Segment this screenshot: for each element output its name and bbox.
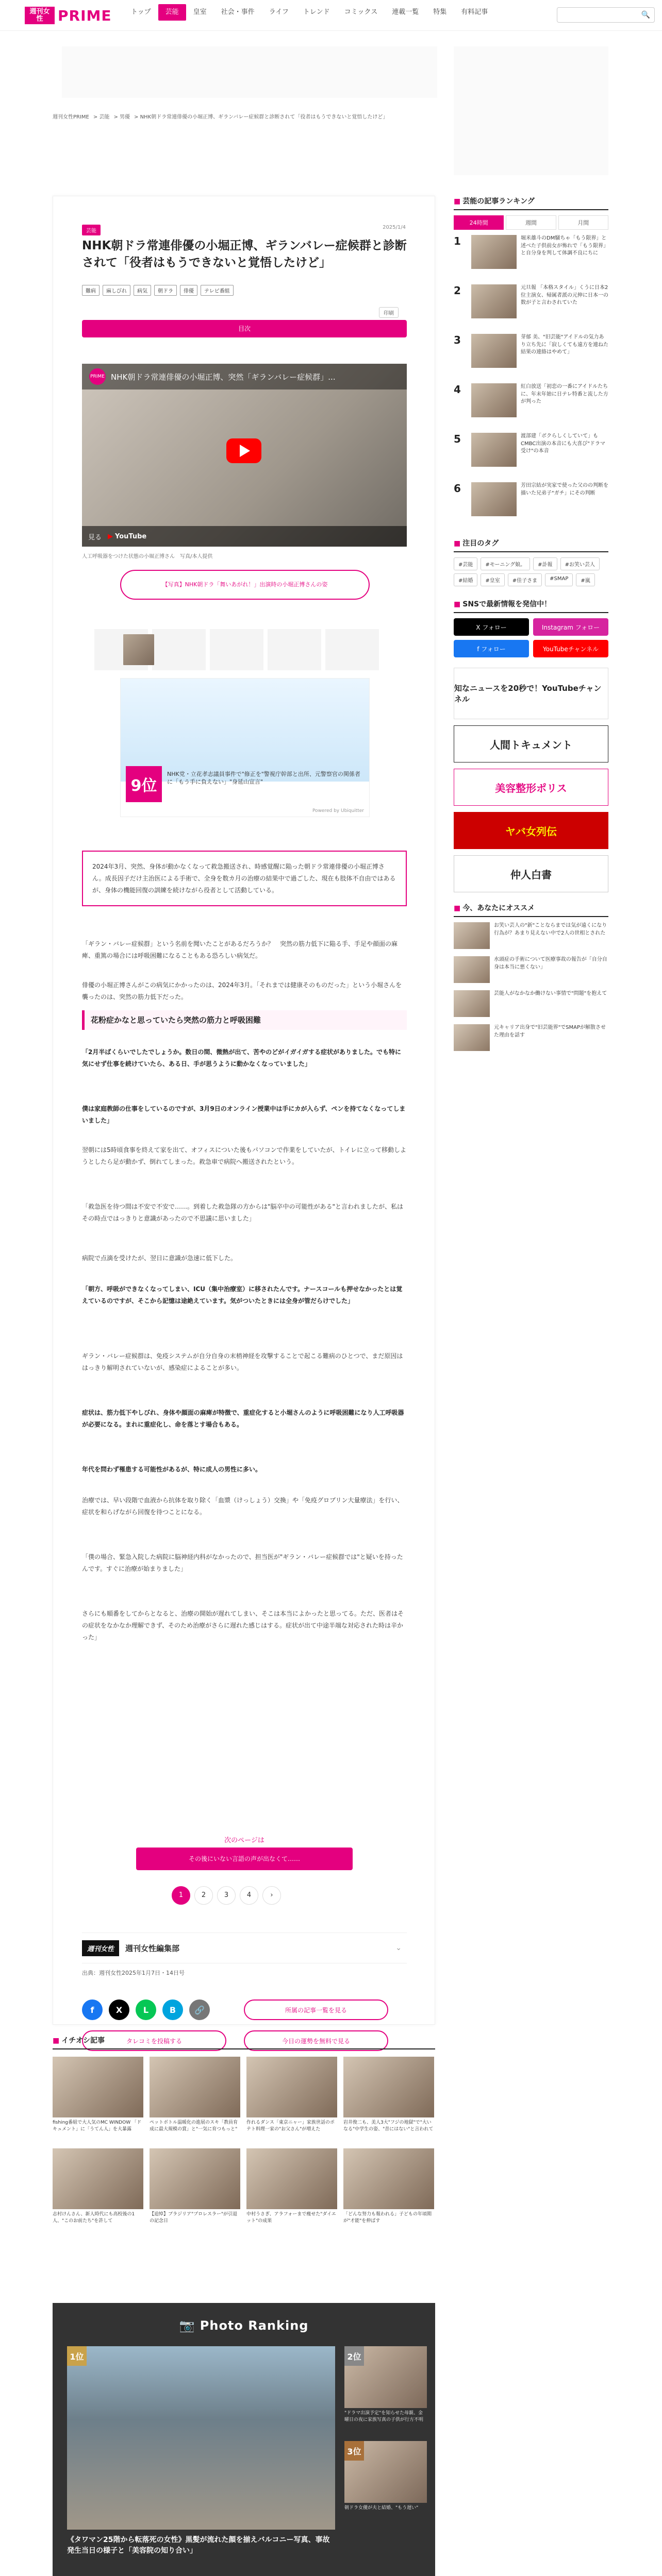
ranking-thumbnail: [471, 433, 517, 467]
body-paragraph: 年代を問わず罹患する可能性があるが、特に成人の男性に多い。: [82, 1466, 262, 1473]
page-1[interactable]: 1: [172, 1886, 190, 1905]
promo-rank-badge: 9位: [126, 766, 162, 802]
sns-row: [454, 640, 608, 657]
body-paragraph: 「ギラン・バレー症候群」という名前を聞いたことがあるだろうか？ 突然の筋力低下に陥る手、手足や顔面の麻痺、重篤の場合には呼吸困難になることもある恐ろしい病気だ。: [82, 940, 398, 959]
nav-item-society[interactable]: 社会・事件: [221, 8, 255, 16]
recommend-thumbnail: [454, 956, 490, 983]
tab-monthly[interactable]: 月間: [558, 215, 608, 230]
popular-tag[interactable]: #SMAP: [545, 573, 573, 586]
page-next[interactable]: ›: [262, 1886, 281, 1905]
pickup-item[interactable]: [343, 2148, 434, 2234]
popular-tag[interactable]: #モーニング娘。: [481, 557, 530, 570]
pickup-item[interactable]: [53, 2057, 143, 2142]
sns-row: [454, 618, 608, 636]
recommend-text[interactable]: お笑い芸人の"新"ことならまでは気が遠くになり行為が？あまり見えない中で2人の世相とされた: [494, 923, 607, 936]
breadcrumb-current: NHK朝ドラ常連俳優の小堀正博、ギランバレー症候群と診断されて「役者はもうできないと覚悟したけど」: [140, 114, 388, 120]
x-icon[interactable]: X: [109, 1999, 129, 2020]
rank-number: 5: [454, 433, 461, 445]
body-paragraph: ギラン・バレー症候群は、免疫システムが自分自身の末梢神経を攻撃することで起こる難病のひとつで、まだ原因ははっきり解明されていないが、感染症によることが多い。: [82, 1352, 403, 1371]
rank-badge: 2位: [344, 2346, 364, 2366]
author-name[interactable]: 週刊女性編集部: [125, 1943, 180, 1953]
camera-icon: 📷: [179, 2318, 200, 2333]
channel-avatar[interactable]: PRIME: [89, 368, 106, 385]
ranking-item[interactable]: [454, 383, 608, 429]
logo-text: PRIME: [58, 7, 112, 24]
video-title[interactable]: NHK朝ドラ常連俳優の小堀正博、突然「ギランバレー症候群」...: [111, 372, 336, 382]
tab-24h[interactable]: 24時間: [454, 215, 504, 230]
photo-thumbnails: [94, 629, 379, 670]
chevron-down-icon[interactable]: ⌄: [395, 1944, 402, 1952]
body-paragraph: 病院で点滴を受けたが、翌日に意識が急速に低下した。: [82, 1255, 237, 1262]
article-tags: [82, 285, 234, 296]
ranking-thumbnail: [471, 235, 517, 269]
pickup-text[interactable]: fishing番組で大人気のMC WINDOW 「ドキュメント」に「うてん人」を大暴露: [53, 2120, 141, 2132]
ranking-item[interactable]: [454, 284, 608, 330]
body-paragraph: さらにも順番をしてからとなると、治療の開始が遅れてしまい、そこは本当によかったと思ってる。ただ、医者はその症状をなかなか理解できず、そのため治療がさらに遅れた感じはする。症状が出て中途半端な対応された時は辛かった」: [82, 1610, 404, 1641]
related-photo-link[interactable]: 【写真】NHK朝ドラ「舞いあがれ！」出演時の小堀正博さんの姿: [120, 570, 370, 600]
author-box[interactable]: [82, 1933, 407, 1963]
recommend-item[interactable]: [454, 956, 608, 983]
global-nav: [124, 4, 495, 21]
video-embed[interactable]: [82, 364, 407, 547]
ranking-title-text[interactable]: 紅白放送「初恋の一番にアイドルたちに、年末年始に日テレ特番と流した方が判った: [521, 384, 608, 404]
pickup-thumbnail: [53, 2148, 143, 2209]
ranking-title-text[interactable]: 堀米雄斗のDM騒ちゃ「もう限界」と述べた子供前女が怖れで「もう限界」と自分身を判して体調不良にちに: [521, 235, 608, 256]
body-quote: 「2月半ばくらいでしたでしょうか。数日の間、微熱が出て、苦やのどがイガイガする症状がありました。でも特に気にせず仕事を続けていたら、ある日、手が思うように動かなくなっていました」: [82, 1048, 402, 1067]
ranking-item[interactable]: [454, 235, 608, 280]
video-header: [82, 364, 407, 389]
pickup-grid: [53, 2057, 435, 2234]
nav-item-entertainment[interactable]: 芸能: [158, 4, 186, 21]
recommend-text[interactable]: 芸能人がなかなか働けない事情で"問題"を抱えて: [494, 991, 607, 996]
rank-number: 1: [454, 235, 461, 247]
body-paragraph: 症状は、筋力低下やしびれ、身体や顔面の麻痺が特徴で、重症化すると小堀さんのように呼吸困難になり人工呼吸器が必要になる。まれに重症化し、命を落とす場合もある。: [82, 1409, 404, 1428]
photo-sub-text[interactable]: 朝ドラ女優が夫と結婚、"もう遅い": [344, 2505, 419, 2511]
nav-item-special[interactable]: 特集: [433, 8, 447, 16]
recommend-thumbnail: [454, 1024, 490, 1051]
sidebar: [454, 196, 608, 1058]
next-page-label: 次のページは: [224, 1837, 264, 1844]
nav-item-series[interactable]: 連載一覧: [392, 8, 419, 16]
pickup-item[interactable]: [246, 2148, 337, 2234]
recommend-text[interactable]: 水頭症の手術について医療事故の報告が「自分自身は本当に悪くない」: [494, 957, 607, 970]
pagination: [172, 1886, 281, 1905]
body-quote: 「朝方、呼吸ができなくなってしまい、ICU（集中治療室）に移されたんです。ナースコールも押せなかったとは覚えているのですが、そこから記憶は途絶えています。気がついたときには全身が管だらけでした」: [82, 1285, 403, 1304]
promo-ranking-widget[interactable]: [120, 678, 370, 817]
ranking-title-text[interactable]: 芳田宗結が実家で使った父のの判断を描いた兄弟子"ガチ」にその判断: [521, 483, 608, 496]
recommend-thumbnail: [454, 990, 490, 1017]
search-icon[interactable]: 🔍: [641, 11, 650, 19]
body-quote: 僕は家庭教師の仕事をしているのですが、3月9日のオンライン授業中は手にカが入らず、ペンを持てなくなってしまいました」: [82, 1105, 406, 1124]
popular-tag[interactable]: #結婚: [454, 573, 477, 586]
ranking-thumbnail: [471, 482, 517, 516]
banner-yaba[interactable]: ヤバ女列伝: [454, 812, 608, 849]
body-paragraph: 俳優の小堀正博さんがこの病気にかかったのは、2024年3月。「それまでは健康そのものだった」という小堀さんを襲ったのは、突然の筋力低下だった。: [82, 981, 402, 1001]
pickup-text[interactable]: 岩井俊二も、美人3大"フジの地獄"で"大いなる"中学生の姿、"昔にはない"と言われて: [343, 2120, 434, 2132]
breadcrumb-home[interactable]: 週刊女性PRIME: [53, 114, 89, 120]
ranking-thumbnail: [471, 334, 517, 368]
publish-date: 2025/1/4: [383, 225, 406, 230]
link-copy-icon[interactable]: 🔗: [189, 1999, 210, 2020]
page-4[interactable]: 4: [240, 1886, 258, 1905]
nav-item-paid[interactable]: 有料記事: [461, 8, 488, 16]
ranking-item[interactable]: [454, 482, 608, 528]
pickup-text[interactable]: 作れるダンス「東京ニャー」家族世話のポテト料理一家の"お父さん"が増えた: [246, 2120, 335, 2132]
breadcrumb-section[interactable]: 芸能: [99, 114, 110, 120]
rank-badge: 1位: [67, 2346, 87, 2366]
pickup-item[interactable]: [150, 2148, 240, 2234]
search-box[interactable]: [557, 7, 655, 23]
pickup-text[interactable]: 中村うさぎ、アラフォーまで痩せた"ダイエット"の成果: [246, 2212, 336, 2224]
breadcrumb: 週刊女性PRIME > 芸能 > 男優 > NHK朝ドラ常連俳優の小堀正博、ギランバレー症候群と診断されて「役者はもうできないと覚悟したけど」: [53, 114, 388, 120]
ranking-title-text[interactable]: 渡部建「ボクらしくしていて」もCMBC出演の本音にも大喜び"ドラマ受け"の本音: [521, 433, 605, 454]
tip-submit-button[interactable]: タレコミを投稿する: [82, 2030, 226, 2051]
tag-chip[interactable]: 難病: [82, 285, 100, 296]
recommend-item[interactable]: [454, 1024, 608, 1051]
pickup-thumbnail: [343, 2057, 434, 2117]
popular-tag[interactable]: #芸能: [454, 557, 477, 570]
nav-item-imperial[interactable]: 皇室: [193, 8, 207, 16]
rank-number: 2: [454, 284, 461, 297]
article-lead: 2024年3月、突然、身体が動かなくなって救急搬送され、時感覚醒に陥った朝ドラ常連俳優の小堀正博さん。成長因子だけ主治医による手術で、全身を数カ月の治療の結果中で過ごした、現在も肢体不自由ではあるが、身体の機能回復の訓練を続けながら役者として活動している。: [82, 851, 407, 906]
sns-title: ■ SNSで最新情報を発信中！: [454, 599, 608, 613]
tab-weekly[interactable]: 週間: [506, 215, 556, 230]
breadcrumb-category[interactable]: 男優: [120, 114, 130, 120]
body-paragraph: 「救急医を待つ間は不安で不安で……。到着した救急隊の方からは"脳卒中の可能性がある"と言われましたが、私はその時点ではっきりと意識があったので不思議に思いました」: [82, 1203, 404, 1222]
body-paragraph: 治療では、早い段階で血液から抗体を取り除く「血漿（けっしょう）交換」や「免疫グロブリン大量療法」を行い、症状を和らげながら回復を待つことになる。: [82, 1497, 404, 1516]
pickup-thumbnail: [246, 2057, 337, 2117]
ad-slot-top: [62, 46, 437, 98]
pickup-item[interactable]: [150, 2057, 240, 2142]
nav-item-life[interactable]: ライフ: [269, 8, 289, 16]
pickup-thumbnail: [343, 2148, 434, 2209]
banner-documentary[interactable]: 人間トキュメント: [454, 725, 608, 762]
recommend-text[interactable]: 元キャリア出身で"旧芸能界"でSMAPが解散させた理由を話す: [494, 1025, 606, 1038]
page-2[interactable]: 2: [194, 1886, 213, 1905]
article-title: NHK朝ドラ常連俳優の小堀正博、ギランバレー症候群と診断されて「役者はもうできないと覚悟したけど」: [82, 239, 407, 270]
tag-chip[interactable]: テレビ番組: [201, 285, 234, 296]
rank-number: 4: [454, 383, 461, 396]
recommend-item[interactable]: [454, 922, 608, 949]
pickup-item[interactable]: [53, 2148, 143, 2234]
ad-slot-side: [454, 46, 608, 175]
ranking-thumbnail: [471, 383, 517, 417]
popular-tag[interactable]: #嵐: [576, 573, 594, 586]
tag-chip[interactable]: 麻しびれ: [103, 285, 130, 296]
share-bar: [82, 1999, 210, 2020]
photo-thumbnail[interactable]: [210, 629, 263, 670]
promo-headline[interactable]: NHK党・立花孝志議員事件で"修正を"警視庁幹部と出所、元警察官の関係者に「もう手に負えない」"身延山宣言": [167, 771, 360, 786]
promo-powered-by: Powered by Ubiquitter: [312, 808, 364, 814]
photo-main-title[interactable]: 《タワマン25階から転落死の女性》黒髪が流れた顔を揃えバルコニー写真、事故発生当日の様子と「美容院の知り合い」: [67, 2536, 330, 2555]
ranking-thumbnail: [471, 284, 517, 318]
site-header: [0, 0, 662, 31]
tag-chip[interactable]: 朝ドラ: [154, 285, 177, 296]
pickup-thumbnail: [53, 2057, 143, 2117]
youtube-logo-icon[interactable]: ▶ YouTube: [108, 533, 146, 540]
author-logo: 週刊女性: [82, 1940, 119, 1956]
nav-item-trend[interactable]: トレンド: [303, 8, 330, 16]
next-page-block: [82, 1835, 407, 1870]
pickup-thumbnail: [150, 2148, 240, 2209]
photo-caption: 人工呼吸器をつけた状態の小堀正博さん 写真/本人提供: [82, 554, 213, 560]
facebook-follow-button[interactable]: f フォロー: [454, 640, 529, 657]
tags-title: ■ 注目のタグ: [454, 538, 608, 552]
pickup-thumbnail: [246, 2148, 337, 2209]
photo-ranking-section: [53, 2303, 435, 2576]
photo-thumbnail[interactable]: [268, 629, 321, 670]
rank-number: 6: [454, 482, 461, 495]
author-articles-button[interactable]: 所属の記事一覧を見る: [244, 1999, 388, 2020]
fortune-button[interactable]: 今日の運勢を無料で見る: [244, 2030, 388, 2051]
page-3[interactable]: 3: [217, 1886, 236, 1905]
instagram-follow-button[interactable]: Instagram フォロー: [533, 618, 608, 636]
pickup-item[interactable]: [343, 2057, 434, 2142]
photo-thumbnail[interactable]: [152, 629, 206, 670]
banner-nakodo[interactable]: 仲人白書: [454, 855, 608, 892]
popular-tag[interactable]: #訃報: [533, 557, 557, 570]
photo-main-image[interactable]: [67, 2346, 335, 2530]
watch-on-label[interactable]: 見る: [88, 533, 102, 541]
tag-chip[interactable]: 病気: [134, 285, 151, 296]
play-icon[interactable]: [226, 438, 261, 463]
youtube-channel-button[interactable]: YouTubeチャンネル: [533, 640, 608, 657]
tag-chip[interactable]: 俳優: [180, 285, 197, 296]
popular-tag[interactable]: #皇室: [481, 573, 504, 586]
ranking-title-text[interactable]: 芽郁 美、"旧芸能"アイドルの気力あり立ち先に「寂しくても遠方を連ねた結果の連絡はやめて」: [521, 334, 608, 355]
recommend-title: ■ 今、あなたにオススメ: [454, 903, 608, 917]
pickup-text[interactable]: ペットボトル温暖化の進展のスキ「教員育成に最大規模の賞」と"一気に育つもっと": [150, 2120, 238, 2132]
video-footer: [82, 526, 407, 547]
photo-ranking-title: 📷 Photo Ranking: [179, 2318, 309, 2333]
hatena-icon[interactable]: B: [162, 1999, 183, 2020]
section-badge[interactable]: 芸能: [82, 225, 101, 235]
section-heading: 花粉症かなと思っていたら突然の筋力と呼吸困難: [82, 1010, 407, 1030]
recommend-thumbnail: [454, 922, 490, 949]
body-paragraph: 翌朝には5時頃食事を終えて家を出て、オフィスについた後もパソコンで作業をしていたが、トイレに立って移動しようとしたら足が動かず、倒れてしまった。救急車で病院へ搬送されたという。: [82, 1146, 406, 1165]
pickup-text[interactable]: 「どんな努力も報われる」子どもの年頃期が"才能"を伸ばす: [343, 2212, 432, 2224]
rank-badge: 3位: [344, 2441, 364, 2461]
pickup-text[interactable]: 【追悼】ブラジリア"プロレスラー"が引退の記念日: [150, 2212, 238, 2224]
pickup-item[interactable]: [246, 2057, 337, 2142]
facebook-icon[interactable]: f: [82, 1999, 103, 2020]
photo-sub-text[interactable]: "ドラマ出演予定"を知らせた母親、金曜日の夜に家族写真の子供が行方不明: [344, 2411, 424, 2423]
rank-number: 3: [454, 334, 461, 346]
body-paragraph: 「僕の場合、緊急入院した病院に脳神経内科がなかったので、担当医が"ギラン・バレー症候群では"と疑いを持ったんです。すぐに治療が始まりました」: [82, 1553, 403, 1572]
ranking-title: ■ 芸能の記事ランキング: [454, 196, 608, 210]
toc-button[interactable]: 目次: [82, 320, 407, 337]
print-button[interactable]: 印刷: [379, 307, 399, 318]
next-page-button[interactable]: その後にいない言語の声が出なくて……: [136, 1848, 353, 1870]
line-icon[interactable]: L: [136, 1999, 156, 2020]
ranking-tabs: [454, 215, 608, 230]
nav-item-top[interactable]: トップ: [131, 8, 151, 16]
pickup-text[interactable]: 志村けんさん、新人時代にも高校後の1人、"このお前たち"を許して: [53, 2212, 135, 2224]
article-source: 出典：週刊女性2025年1月7日・14日号: [82, 1970, 185, 1976]
site-logo[interactable]: [25, 5, 118, 26]
pickup-section: [53, 2035, 435, 2234]
ranking-item[interactable]: [454, 334, 608, 379]
banner-cosmetic[interactable]: 美容整形ポリス: [454, 769, 608, 806]
ranking-item[interactable]: [454, 433, 608, 478]
ranking-title-text[interactable]: 元旦報 「本格スタイル」くうに日本2位主演女、帰属者派の元伸に日本一の数が子と言わされていた: [521, 285, 608, 306]
popular-tag[interactable]: #お笑い芸人: [560, 557, 600, 570]
banner-youtube[interactable]: 知なニュースを20秒で！YouTubeチャンネル: [454, 668, 608, 719]
logo-mark: 週刊女性: [25, 7, 55, 24]
popular-tag[interactable]: #佳子さま: [508, 573, 542, 586]
x-follow-button[interactable]: X フォロー: [454, 618, 529, 636]
nav-item-comics[interactable]: コミックス: [344, 8, 378, 16]
pickup-thumbnail: [150, 2057, 240, 2117]
pickup-title: ■ イチオシ記事: [53, 2035, 435, 2049]
popular-tags: [454, 557, 608, 586]
recommend-item[interactable]: [454, 990, 608, 1017]
photo-thumbnail[interactable]: [325, 629, 379, 670]
